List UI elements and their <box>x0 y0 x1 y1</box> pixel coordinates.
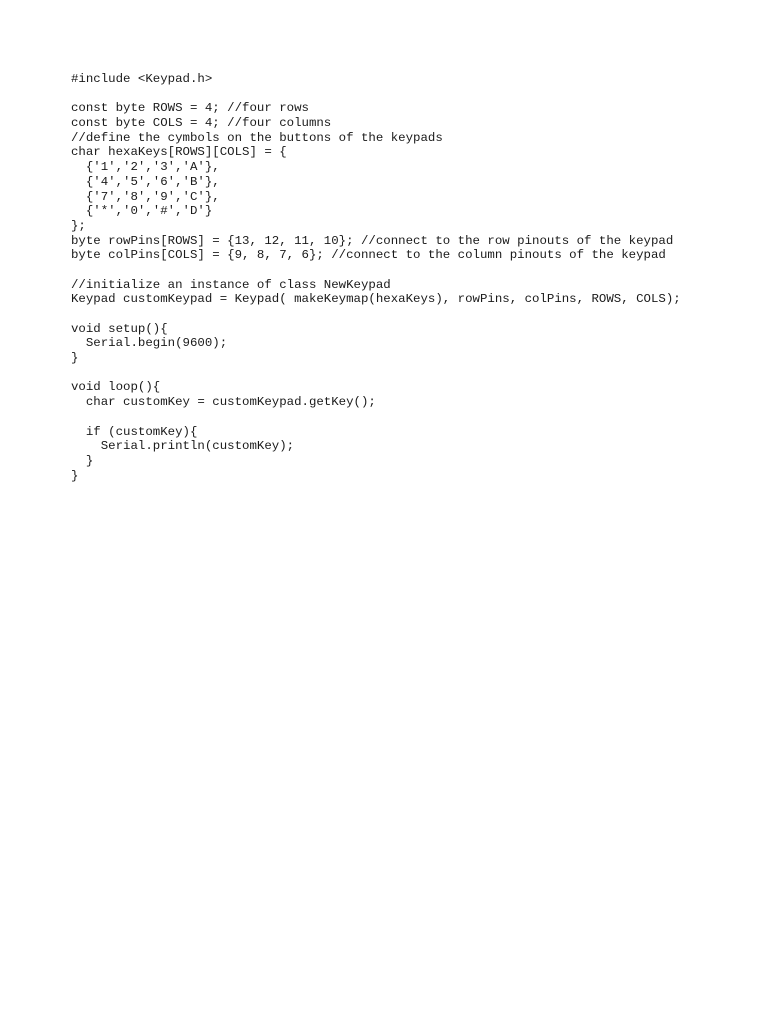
code-line: {'4','5','6','B'}, <box>71 174 220 189</box>
code-line: } <box>71 351 79 366</box>
code-line: void setup(){ <box>71 321 168 336</box>
code-line: byte colPins[COLS] = {9, 8, 7, 6}; //connect to the column pinouts of the keypad <box>71 248 666 263</box>
code-line: char hexaKeys[ROWS][COLS] = { <box>71 145 287 160</box>
code-line: #include <Keypad.h> <box>71 72 213 86</box>
code-line <box>71 366 681 381</box>
code-line: {'1','2','3','A'}, <box>71 160 220 175</box>
code-listing <box>71 72 681 483</box>
code-line: const byte COLS = 4; //four columns <box>71 116 332 131</box>
code-line <box>71 410 681 425</box>
code-line: const byte ROWS = 4; //four rows <box>71 101 309 116</box>
code-line <box>71 263 681 278</box>
code-line <box>71 307 681 322</box>
code-line: Serial.println(customKey); <box>71 439 295 454</box>
code-line: {'*','0','#','D'} <box>71 204 213 219</box>
code-line: if (customKey){ <box>71 424 198 439</box>
code-line <box>71 87 681 102</box>
code-line: void loop(){ <box>71 380 161 395</box>
code-line: } <box>71 453 94 468</box>
code-line: } <box>71 468 79 483</box>
code-line: //initialize an instance of class NewKeypad <box>71 277 391 292</box>
code-line: }; <box>71 218 86 233</box>
code-line: //define the cymbols on the buttons of the keypads <box>71 130 443 145</box>
code-line: byte rowPins[ROWS] = {13, 12, 11, 10}; //connect to the row pinouts of the keypad <box>71 233 674 248</box>
code-line: {'7','8','9','C'}, <box>71 189 220 204</box>
code-line: char customKey = customKeypad.getKey(); <box>71 395 376 410</box>
code-line: Serial.begin(9600); <box>71 336 228 351</box>
code-line: Keypad customKeypad = Keypad( makeKeymap(hexaKeys), rowPins, colPins, ROWS, COLS); <box>71 292 681 307</box>
